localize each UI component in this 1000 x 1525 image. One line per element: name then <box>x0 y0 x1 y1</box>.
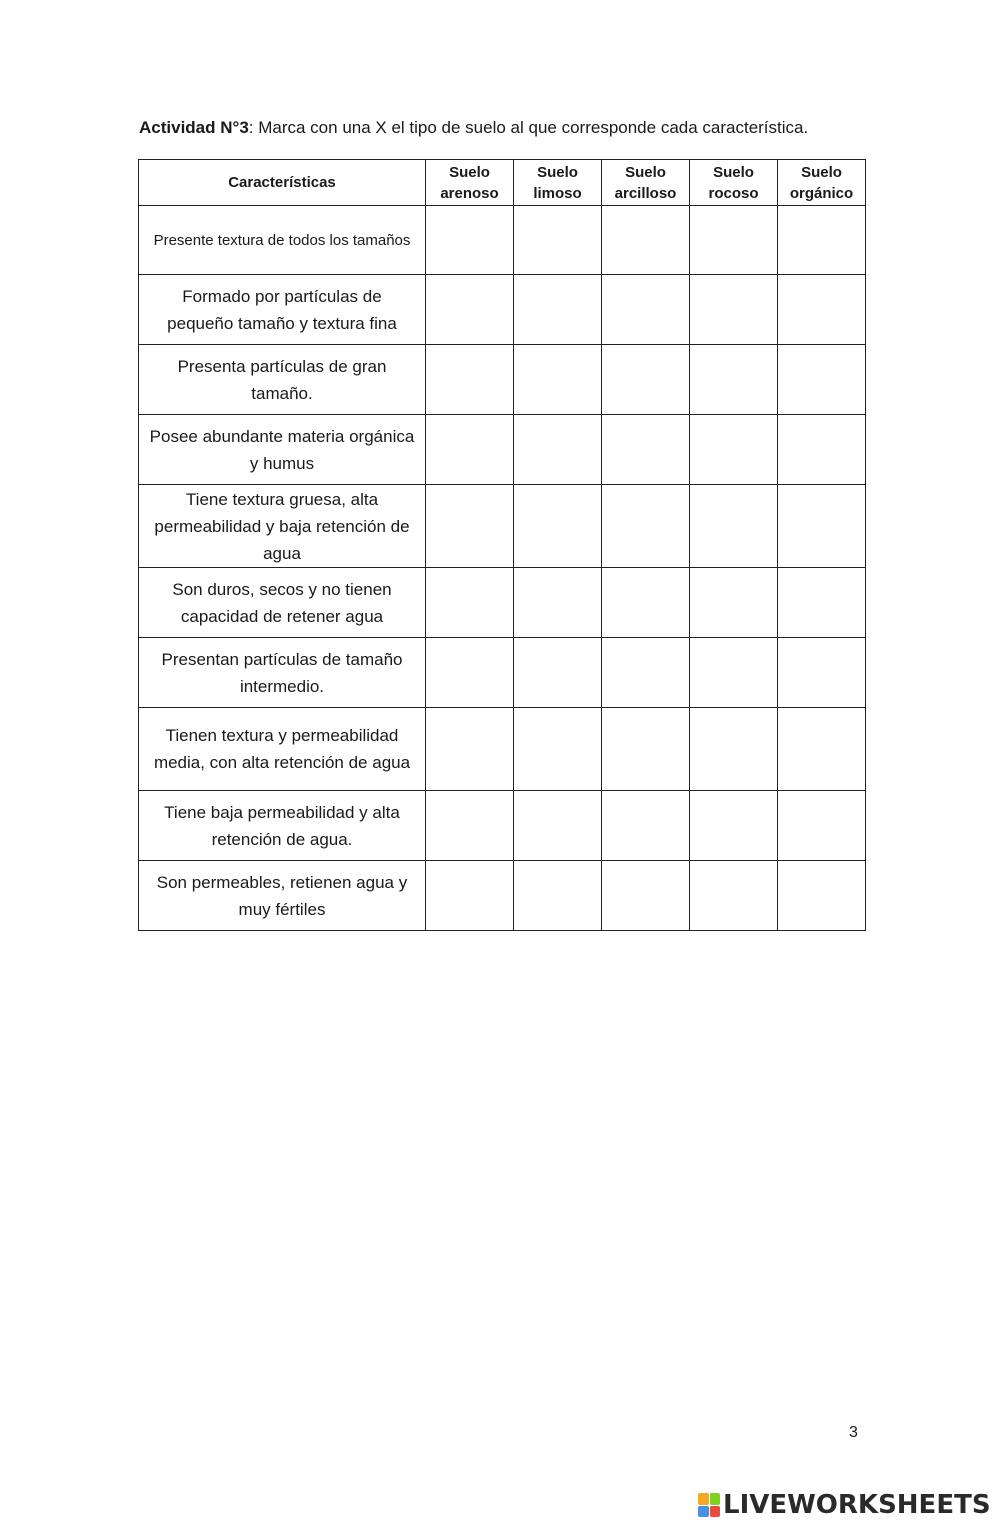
mark-cell[interactable] <box>602 206 690 275</box>
mark-cell[interactable] <box>778 206 866 275</box>
activity-heading <box>139 116 899 140</box>
characteristic-cell: Son duros, secos y no tienen capacidad de retener agua <box>139 568 426 638</box>
mark-cell[interactable] <box>602 791 690 861</box>
characteristic-cell: Tienen textura y permeabilidad media, con alta retención de agua <box>139 708 426 791</box>
mark-cell[interactable] <box>426 345 514 415</box>
characteristic-cell: Presentan partículas de tamaño intermedio. <box>139 638 426 708</box>
brand-text: LIVEWORKSHEETS <box>723 1490 991 1520</box>
mark-cell[interactable] <box>778 415 866 485</box>
mark-cell[interactable] <box>778 485 866 568</box>
header-soil-type: Suelo arcilloso <box>602 160 690 206</box>
header-soil-type: Suelo limoso <box>514 160 602 206</box>
mark-cell[interactable] <box>602 345 690 415</box>
mark-cell[interactable] <box>602 708 690 791</box>
mark-cell[interactable] <box>690 791 778 861</box>
table-header-row <box>139 160 866 206</box>
mark-cell[interactable] <box>778 708 866 791</box>
brand-logo-icon <box>698 1493 720 1517</box>
mark-cell[interactable] <box>426 861 514 931</box>
mark-cell[interactable] <box>602 638 690 708</box>
mark-cell[interactable] <box>602 485 690 568</box>
header-characteristics: Características <box>139 160 426 206</box>
mark-cell[interactable] <box>426 708 514 791</box>
mark-cell[interactable] <box>426 206 514 275</box>
mark-cell[interactable] <box>514 345 602 415</box>
mark-cell[interactable] <box>778 791 866 861</box>
soil-characteristics-table <box>138 159 866 931</box>
mark-cell[interactable] <box>690 568 778 638</box>
characteristic-cell: Tiene baja permeabilidad y alta retención de agua. <box>139 791 426 861</box>
mark-cell[interactable] <box>690 485 778 568</box>
table-row <box>139 791 866 861</box>
mark-cell[interactable] <box>602 275 690 345</box>
table-row <box>139 638 866 708</box>
mark-cell[interactable] <box>514 275 602 345</box>
mark-cell[interactable] <box>778 275 866 345</box>
mark-cell[interactable] <box>778 345 866 415</box>
mark-cell[interactable] <box>514 791 602 861</box>
mark-cell[interactable] <box>426 568 514 638</box>
mark-cell[interactable] <box>514 485 602 568</box>
mark-cell[interactable] <box>778 638 866 708</box>
characteristic-cell: Presente textura de todos los tamaños <box>139 206 426 275</box>
mark-cell[interactable] <box>602 568 690 638</box>
table-row <box>139 275 866 345</box>
mark-cell[interactable] <box>426 485 514 568</box>
mark-cell[interactable] <box>690 345 778 415</box>
activity-instruction: : Marca con una X el tipo de suelo al que corresponde cada característica. <box>248 118 809 137</box>
characteristic-cell: Tiene textura gruesa, alta permeabilidad y baja retención de agua <box>139 485 426 568</box>
mark-cell[interactable] <box>602 415 690 485</box>
mark-cell[interactable] <box>514 568 602 638</box>
characteristic-cell: Posee abundante materia orgánica y humus <box>139 415 426 485</box>
mark-cell[interactable] <box>778 861 866 931</box>
mark-cell[interactable] <box>514 415 602 485</box>
header-soil-type: Suelo rocoso <box>690 160 778 206</box>
activity-label: Actividad N°3 <box>139 118 249 137</box>
liveworksheets-logo <box>698 1490 991 1520</box>
table-row <box>139 708 866 791</box>
table-row <box>139 345 866 415</box>
mark-cell[interactable] <box>426 415 514 485</box>
characteristic-cell: Son permeables, retienen agua y muy fértiles <box>139 861 426 931</box>
table-row <box>139 206 866 275</box>
characteristic-cell: Formado por partículas de pequeño tamaño y textura fina <box>139 275 426 345</box>
mark-cell[interactable] <box>778 568 866 638</box>
header-soil-type: Suelo orgánico <box>778 160 866 206</box>
mark-cell[interactable] <box>514 638 602 708</box>
table-row <box>139 861 866 931</box>
mark-cell[interactable] <box>690 638 778 708</box>
mark-cell[interactable] <box>602 861 690 931</box>
page-number: 3 <box>849 1424 858 1441</box>
characteristic-cell: Presenta partículas de gran tamaño. <box>139 345 426 415</box>
mark-cell[interactable] <box>690 275 778 345</box>
table-row <box>139 415 866 485</box>
mark-cell[interactable] <box>514 708 602 791</box>
mark-cell[interactable] <box>514 206 602 275</box>
table-row <box>139 568 866 638</box>
mark-cell[interactable] <box>690 415 778 485</box>
mark-cell[interactable] <box>426 791 514 861</box>
mark-cell[interactable] <box>426 275 514 345</box>
mark-cell[interactable] <box>690 206 778 275</box>
mark-cell[interactable] <box>690 708 778 791</box>
mark-cell[interactable] <box>514 861 602 931</box>
table-row <box>139 485 866 568</box>
header-soil-type: Suelo arenoso <box>426 160 514 206</box>
mark-cell[interactable] <box>690 861 778 931</box>
mark-cell[interactable] <box>426 638 514 708</box>
